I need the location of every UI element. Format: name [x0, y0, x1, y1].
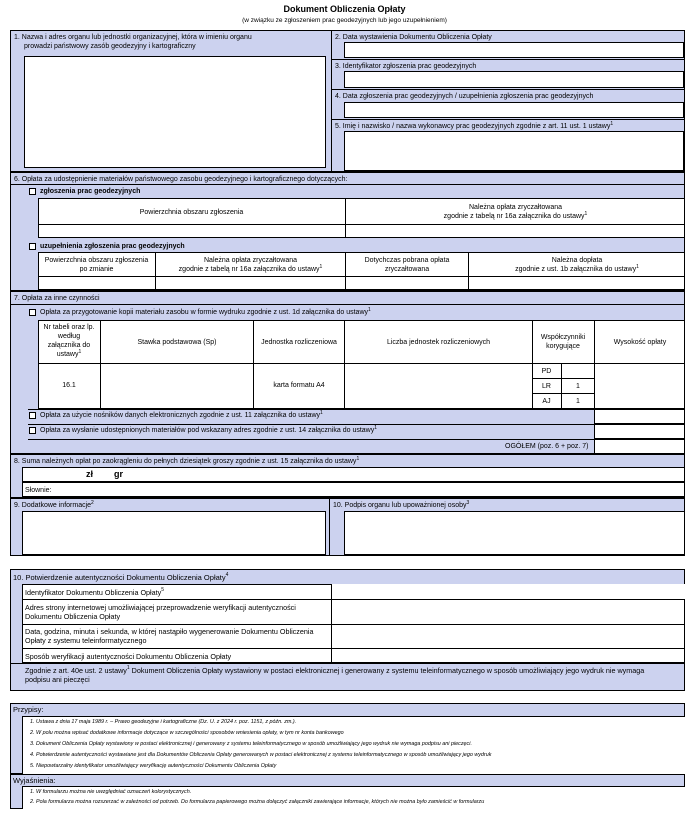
table-6a-col2a: Należna opłata zryczałtowana — [469, 204, 562, 211]
section-8-label: 8. Suma należnych opłat po zaokrągleniu do pełnych dziesiątek groszy zgodnie z ust. 15 załącznika do ustawy$^1$ — [14, 456, 360, 465]
footnote-item: 3. Dokument Obliczenia Opłaty wystawiony w postaci elektronicznej i generowany z systemu teleinformatycznego w sposób umożliwiający jego wydruk nie wymaga podpisu ani pieczęci. — [30, 741, 472, 747]
checkbox-6b[interactable] — [29, 243, 36, 250]
table-7-h4: Liczba jednostek rozliczeniowych — [386, 339, 491, 346]
table-7-row-unit: karta formatu A4 — [273, 382, 325, 389]
section-4-label: 4. Data zgłoszenia prac geodezyjnych / uzupełnienia zgłoszenia prac geodezyjnych — [335, 93, 594, 100]
table-7-h5a: Współczynniki — [540, 334, 586, 341]
table-7-h2: Stawka podstawowa (Sp) — [137, 339, 217, 346]
section-6b-label: uzupełnienia zgłoszenia prac geodezyjnych — [40, 243, 185, 250]
section-9-label: 9. Dodatkowe informacje$^2$ — [14, 500, 94, 509]
coef-pd-label: PD — [541, 368, 552, 375]
section-7-total-value[interactable] — [594, 439, 685, 454]
slownie-label: Słownie: — [25, 487, 52, 494]
page-subtitle: (w związku ze zgłoszeniem prac geodezyjnych lub jego uzupełnieniem) — [242, 17, 447, 24]
explanation-item: 1. W formularzu można nie uwzględniać oznaczeń kolorystycznych. — [30, 789, 192, 795]
table-6a-col1: Powierzchnia obszaru zgłoszenia — [139, 209, 244, 216]
auth-statement: Zgodnie z art. 40e ust. 2 ustawy$^1$ Dokument Obliczenia Opłaty wystawiony w postaci elektronicznej i generowany z systemu teleinformatycznego w sposób umożliwiający jego wydruk nie wymaga podpisu ani pieczęci — [25, 665, 645, 684]
footnote-item: 1. Ustawa z dnia 17 maja 1989 r. – Prawo geodezyjne i kartograficzne (Dz. U. z 2024 r. poz. 1151, z późn. zm.). — [30, 719, 297, 725]
section-1-input[interactable] — [24, 56, 326, 168]
table-7-h6: Wysokość opłaty — [613, 339, 667, 346]
coef-lr-value: 1 — [576, 383, 580, 390]
section-4-input[interactable] — [344, 102, 684, 118]
table-7-h1: Nr tabeli oraz lp. według załącznika do ustawy$^1$ — [43, 324, 95, 358]
section-3-label: 3. Identyfikator zgłoszenia prac geodezyjnych — [335, 63, 477, 70]
coef-lr-label: LR — [542, 383, 551, 390]
section-7b-value[interactable] — [594, 409, 685, 424]
explanation-item: 2. Pola formularza można rozszerzać w zależności od potrzeb. Do formularza papierowego można dołączyć załączniki zawierające informacje, których nie można było zamieścić w formularzu — [30, 799, 485, 805]
auth-row-1: Identyfikator Dokumentu Obliczenia Opłaty$^5$ — [25, 587, 165, 597]
table-6b-col3b: zryczałtowana — [384, 266, 430, 273]
gr-label: gr — [114, 469, 123, 479]
table-6b-col1b: po zmianie — [79, 266, 114, 273]
section-7-label: 7. Opłata za inne czynności — [14, 295, 100, 302]
footnote-item: 5. Niepowtarzalny identyfikator umożliwiający weryfikację autentyczności Dokumentu Obliczenia Opłaty — [30, 763, 277, 769]
table-6b-col1a: Powierzchnia obszaru zgłoszenia — [44, 257, 149, 264]
footnote-item: 2. W polu można wpisać dodatkowe informacje dotyczące w szczególności sposobów wniesienia opłaty, w tym nr konta bankowego — [30, 730, 344, 736]
auth-row-2: Adres strony internetowej umożliwiającej przeprowadzenie weryfikacji autentyczności Dokumentu Obliczenia Opłaty — [25, 603, 296, 621]
section-5-label: 5. Imię i nazwisko / nazwa wykonawcy prac geodezyjnych zgodnie z art. 11 ust. 1 ustawy$^1$ — [335, 121, 614, 130]
section-7b-label: Opłata za użycie nośników danych elektronicznych zgodnie z ust. 11 załącznika do ustawy$^1$ — [40, 410, 323, 419]
auth-row-4: Sposób weryfikacji autentyczności Dokumentu Obliczenia Opłaty — [25, 652, 232, 661]
table-6b-col3a: Dotychczas pobrana opłata — [364, 257, 450, 264]
section-7-total-label: OGÓŁEM (poz. 6 + poz. 7) — [505, 443, 589, 450]
checkbox-6a[interactable] — [29, 188, 36, 195]
section-10-input[interactable] — [344, 511, 685, 555]
zl-label: zł — [86, 469, 94, 479]
table-6b-col2a: Należna opłata zryczałtowana — [204, 257, 297, 264]
table-7-h3: Jednostka rozliczeniowa — [261, 339, 337, 346]
explanations-title: Wyjaśnienia: — [13, 776, 56, 785]
section-2-label: 2. Data wystawienia Dokumentu Obliczenia Opłaty — [335, 34, 492, 41]
section-7a-label: Opłata za przygotowanie kopii materiału zasobu w formie wydruku zgodnie z ust. 1d załącznika do ustawy$^1$ — [40, 307, 371, 316]
table-6b-col4b: zgodnie z ust. 1b załącznika do ustawy$^1$ — [515, 264, 639, 273]
section-7c-value[interactable] — [594, 424, 685, 439]
checkbox-7b[interactable] — [29, 412, 36, 419]
section-3-input[interactable] — [344, 71, 684, 88]
table-7-row-nr: 16.1 — [62, 382, 76, 389]
table-6b-col2b: zgodnie z tabelą nr 16a załącznika do ustawy$^1$ — [178, 264, 323, 273]
section-5-input[interactable] — [344, 131, 684, 171]
checkbox-7a[interactable] — [29, 309, 36, 316]
checkbox-7c[interactable] — [29, 427, 36, 434]
table-7-h5b: korygujące — [546, 343, 580, 350]
section-6a-label: zgłoszenia prac geodezyjnych — [40, 188, 141, 195]
section-6-label: 6. Opłata za udostępnienie materiałów państwowego zasobu geodezyjnego i kartograficznego dotyczących: — [14, 176, 348, 183]
section-9-input[interactable] — [22, 511, 326, 555]
section-11-label: 10. Potwierdzenie autentyczności Dokumentu Obliczenia Opłaty$^4$ — [13, 572, 229, 582]
section-10-label: 10. Podpis organu lub upoważnionej osoby$^3$ — [333, 500, 470, 509]
footnote-item: 4. Potwierdzenie autentyczności wystawiane jest dla Dokumentów Obliczenia Opłaty generowanych w postaci elektronicznej z systemu teleinformatycznego w sposób umożliwiający jego wydruk — [30, 752, 492, 758]
section-1-label: 1. Nazwa i adres organu lub jednostki organizacyjnej, która w imieniu organu prowadzi państwowy zasób geodezyjny i kartograficzny — [14, 34, 252, 50]
coef-aj-value: 1 — [576, 398, 580, 405]
auth-row-3: Data, godzina, minuta i sekunda, w której nastąpiło wygenerowanie Dokumentu Obliczenia Opłaty z systemu teleinformatycznego — [25, 627, 314, 645]
page-title: Dokument Obliczenia Opłaty — [283, 4, 406, 14]
amount-words-input[interactable] — [22, 482, 685, 497]
coef-aj-label: AJ — [542, 398, 551, 405]
section-7c-label: Opłata za wysłanie udostępnionych materiałów pod wskazany adres zgodnie z ust. 14 załącznika do ustawy$^1$ — [40, 425, 378, 434]
table-6a-col2b: zgodnie z tabelą nr 16a załącznika do ustawy$^1$ — [443, 211, 588, 220]
auth-row-1-value[interactable] — [331, 584, 685, 600]
section-2-input[interactable] — [344, 42, 684, 58]
table-6b-col4a: Należna dopłata — [551, 257, 603, 264]
footnotes-title: Przypisy: — [13, 705, 44, 714]
